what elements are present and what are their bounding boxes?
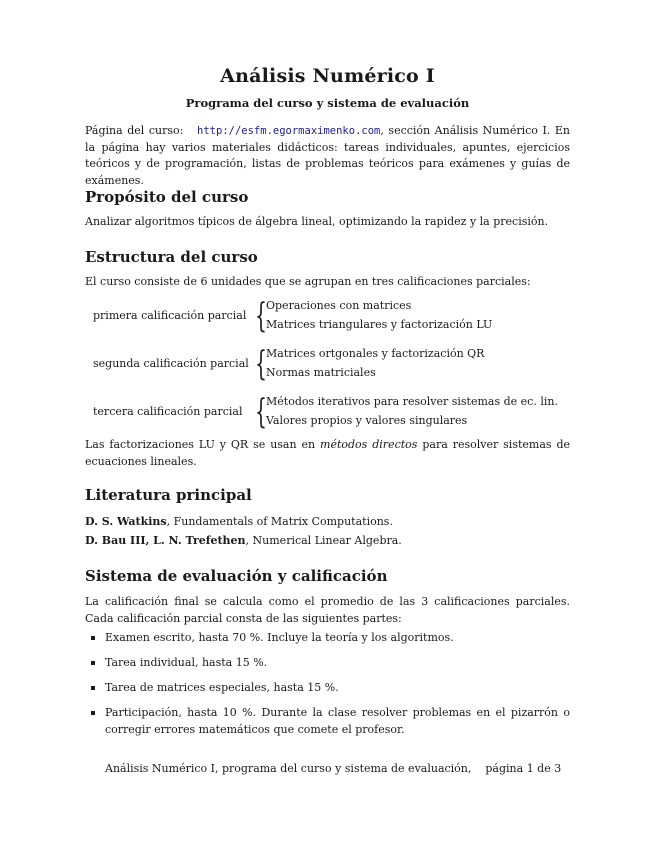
curly-brace-icon: {: [255, 392, 267, 432]
grade-label: primera calificación parcial: [93, 309, 247, 322]
page-title: Análisis Numérico I: [220, 65, 435, 87]
intro-description: En la página hay varios materiales didácticos: tareas individuales, apuntes, ejercicios teóricos y de programación, listas de problemas teóricos para exámenes y guías de exámenes.: [85, 124, 570, 187]
list-item-text: Examen escrito, hasta 70 %. Incluye la teoría y los algoritmos.: [105, 631, 454, 644]
note-text: para resolver sistemas de ecuaciones lineales.: [85, 438, 571, 468]
literature-item: [85, 534, 402, 547]
intro-paragraph: [85, 123, 570, 189]
unit-item: Matrices triangulares y factorización LU: [266, 318, 493, 331]
structure-heading: Estructura del curso: [85, 248, 258, 266]
structure-note: [85, 437, 570, 470]
grade-block-2: [85, 345, 570, 385]
bullet-square-icon: [91, 661, 95, 665]
curly-brace-icon: {: [255, 296, 267, 336]
list-item: [105, 630, 570, 647]
note-text: Las factorizaciones LU y QR se usan en: [85, 438, 321, 451]
literature-title: , Fundamentals of Matrix Computations.: [166, 515, 393, 528]
unit-item: Métodos iterativos para resolver sistemas de ec. lin.: [266, 395, 558, 408]
structure-intro: El curso consiste de 6 unidades que se agrupan en tres calificaciones parciales:: [85, 275, 531, 288]
literature-author: D. S. Watkins: [85, 515, 167, 528]
grade-label: tercera calificación parcial: [93, 405, 243, 418]
unit-item: Valores propios y valores singulares: [266, 414, 468, 427]
purpose-text: Analizar algoritmos típicos de álgebra lineal, optimizando la rapidez y la precisión.: [85, 215, 549, 228]
bullet-square-icon: [91, 636, 95, 640]
evaluation-intro: La calificación final se calcula como el promedio de las 3 calificaciones parciales. Cada calificación parcial consta de las siguientes partes:: [85, 595, 570, 625]
list-item-text: Tarea de matrices especiales, hasta 15 %.: [105, 681, 339, 694]
grade-label: segunda calificación parcial: [93, 357, 249, 370]
literature-heading: Literatura principal: [85, 486, 252, 504]
literature-title: , Numerical Linear Algebra.: [245, 534, 402, 547]
footer-title: Análisis Numérico I, programa del curso y sistema de evaluación,: [105, 762, 472, 775]
grade-block-1: [85, 297, 570, 337]
course-section-text: , sección Análisis Numérico I.: [380, 124, 551, 137]
grade-block-3: [85, 393, 570, 433]
bullet-square-icon: [91, 686, 95, 690]
evaluation-heading: Sistema de evaluación y calificación: [85, 567, 388, 585]
course-page-label: Página del curso:: [85, 124, 184, 137]
unit-item: Operaciones con matrices: [266, 299, 412, 312]
page-number: página 1 de 3: [485, 762, 562, 775]
list-item: [105, 680, 570, 697]
curly-brace-icon: {: [255, 344, 267, 384]
literature-author: D. Bau III, L. N. Trefethen: [85, 534, 246, 547]
note-emphasis: métodos directos: [320, 438, 418, 451]
course-url-link[interactable]: http://esfm.egormaximenko.com: [197, 125, 381, 137]
page-subtitle: Programa del curso y sistema de evaluación: [185, 96, 470, 110]
list-item: [105, 655, 570, 672]
literature-item: [85, 515, 393, 528]
unit-item: Matrices ortgonales y factorización QR: [266, 347, 485, 360]
list-item-text: Tarea individual, hasta 15 %.: [105, 656, 268, 669]
bullet-square-icon: [91, 711, 95, 715]
list-item-text: Participación, hasta 10 %. Durante la clase resolver problemas en el pizarrón o corregir errores matemáticos que comete el profesor.: [105, 706, 570, 736]
page-footer: [105, 762, 561, 775]
list-item: [105, 705, 570, 738]
purpose-heading: Propósito del curso: [85, 188, 249, 206]
unit-item: Normas matriciales: [266, 366, 376, 379]
